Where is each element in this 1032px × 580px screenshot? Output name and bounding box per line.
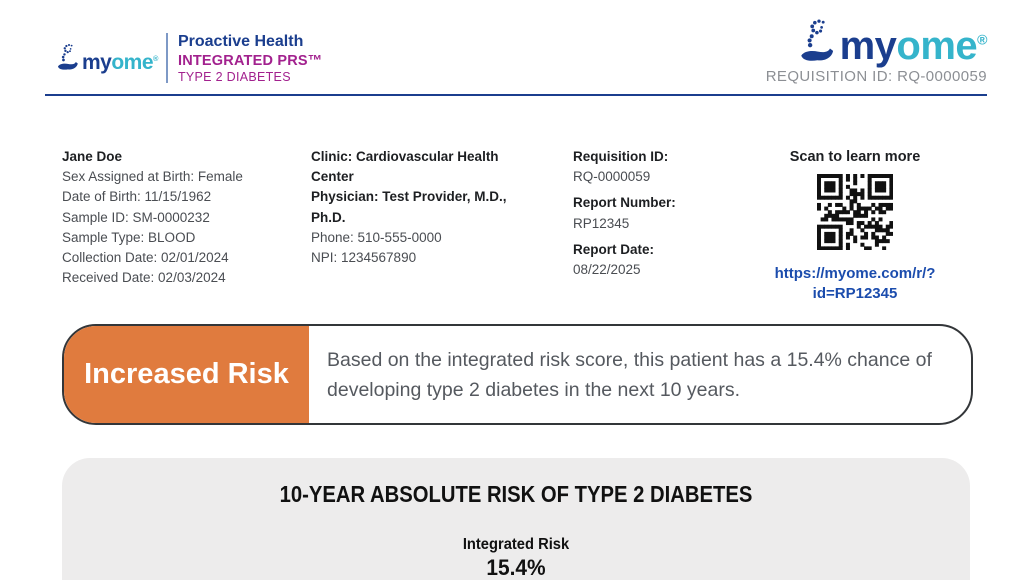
absolute-risk-section	[62, 458, 970, 580]
risk-description-wrap	[309, 326, 971, 423]
report-link[interactable]: https://myome.com/r/?id=RP12345	[774, 265, 936, 303]
field-label: Requisition ID:	[573, 149, 669, 164]
risk-description: Based on the integrated risk score, this patient has a 15.4% chance of developing type 2 diabetes in the next 10 years.	[327, 348, 932, 401]
product-line: Proactive Health	[177, 33, 304, 50]
clinic-info-block	[311, 147, 529, 268]
header-rule	[45, 94, 987, 96]
field-value: 08/22/2025	[573, 262, 641, 278]
field-label: Report Number:	[573, 195, 676, 211]
qr-code	[817, 174, 893, 250]
integrated-risk-label: Integrated Risk	[462, 536, 570, 553]
report-number-field	[573, 193, 748, 233]
requisition-id-field	[573, 147, 748, 187]
clinic-name: Clinic: Cardiovascular Health Center	[311, 149, 499, 185]
patient-sample-id: Sample ID: SM-0000232	[62, 209, 210, 225]
section-title: 10-YEAR ABSOLUTE RISK OF TYPE 2 DIABETES	[279, 481, 753, 507]
myome-logo-small	[56, 43, 158, 73]
physician-name: Physician: Test Provider, M.D., Ph.D.	[311, 189, 507, 225]
header-divider	[166, 33, 168, 83]
risk-banner	[62, 324, 973, 425]
patient-received-date: Received Date: 02/03/2024	[62, 270, 226, 286]
requisition-id-line: REQUISITION ID: RQ-0000059	[765, 68, 987, 85]
field-value: RP12345	[573, 215, 630, 231]
field-label: Report Date:	[573, 241, 655, 257]
scan-block	[735, 147, 975, 305]
clinic-npi: NPI: 1234567890	[311, 250, 417, 266]
patient-dob: Date of Birth: 11/15/1962	[62, 189, 212, 205]
myome-hand-icon	[56, 43, 82, 73]
risk-level-badge: Increased Risk	[64, 326, 309, 423]
product-title-block	[178, 30, 323, 86]
patient-sample-type: Sample Type: BLOOD	[62, 229, 196, 245]
field-value: RQ-0000059	[573, 169, 651, 185]
requisition-info-block	[573, 147, 748, 286]
brand-left	[56, 30, 323, 86]
patient-collection-date: Collection Date: 02/01/2024	[62, 250, 229, 266]
myome-wordmark: myome®	[839, 24, 987, 68]
integrated-risk-value: 15.4%	[486, 555, 546, 580]
report-date-field	[573, 240, 748, 280]
clinic-phone: Phone: 510-555-0000	[311, 229, 442, 245]
patient-name: Jane Doe	[62, 149, 123, 164]
brand-right	[766, 18, 987, 85]
patient-info-block	[62, 147, 307, 288]
myome-wordmark: myome®	[82, 50, 158, 74]
patient-sex: Sex Assigned at Birth: Female	[62, 169, 243, 185]
scan-caption: Scan to learn more	[789, 149, 921, 165]
myome-hand-icon	[798, 18, 840, 66]
product-line: INTEGRATED PRS™	[177, 53, 323, 69]
product-line: TYPE 2 DIABETES	[177, 70, 291, 85]
qr-code-image	[817, 174, 893, 250]
myome-logo-large	[766, 18, 987, 66]
